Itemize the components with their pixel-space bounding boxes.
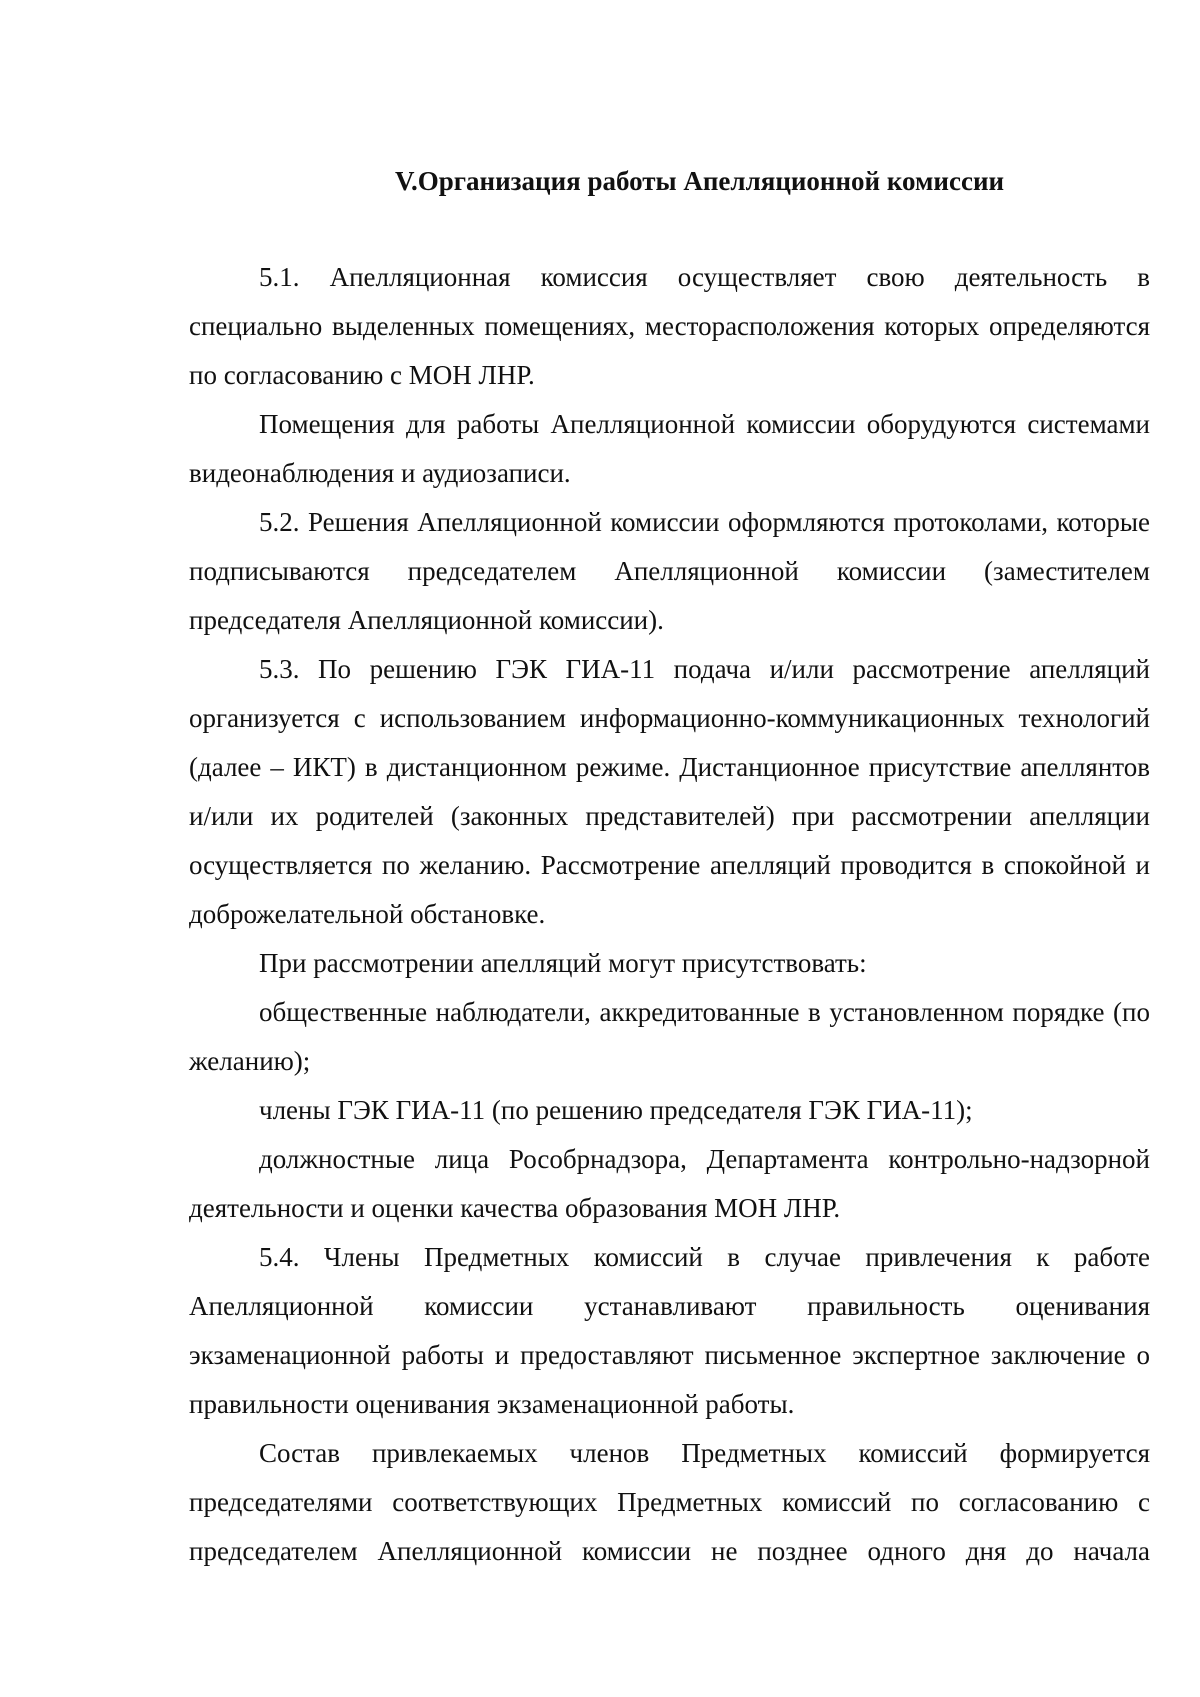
paragraph-5-1: 5.1. Апелляционная комиссия осуществляет свою деятельность в специально выделенных помещениях, месторасположения которых определяются по согласованию с МОН ЛНР. <box>189 262 1150 390</box>
paragraph-premises: Помещения для работы Апелляционной комиссии оборудуются системами видеонаблюдения и аудиозаписи. <box>189 409 1150 488</box>
paragraph-5-4: 5.4. Члены Предметных комиссий в случае привлечения к работе Апелляционной комиссии устанавливают правильность оценивания экзаменационной работы и предоставляют письменное экспертное заключение о правильности оценивания экзаменационной работы. <box>189 1242 1150 1419</box>
section-heading: V.Организация работы Апелляционной комиссии <box>395 166 1005 196</box>
body-text <box>189 253 1150 1576</box>
paragraph-5-3: 5.3. По решению ГЭК ГИА-11 подача и/или рассмотрение апелляций организуется с использованием информационно-коммуникационных технологий (далее – ИКТ) в дистанционном режиме. Дистанционное присутствие апеллянтов и/или их родителей (законных представителей) при рассмотрении апелляции осуществляется по желанию. Рассмотрение апелляций проводится в спокойной и доброжелательной обстановке. <box>189 654 1150 929</box>
paragraph-attendees-intro: При рассмотрении апелляций могут присутствовать: <box>259 948 867 978</box>
paragraph-5-2: 5.2. Решения Апелляционной комиссии оформляются протоколами, которые подписываются председателем Апелляционной комиссии (заместителем председателя Апелляционной комиссии). <box>189 507 1150 635</box>
paragraph-observers: общественные наблюдатели, аккредитованные в установленном порядке (по желанию); <box>189 997 1150 1076</box>
paragraph-composition: Состав привлекаемых членов Предметных комиссий формируется председателями соответствующих Предметных комиссий по согласованию с председателем Апелляционной комиссии не позднее одного дня до начала <box>189 1438 1150 1566</box>
paragraph-officials: должностные лица Рособрнадзора, Департамента контрольно-надзорной деятельности и оценки качества образования МОН ЛНР. <box>189 1144 1150 1223</box>
paragraph-gek-members: члены ГЭК ГИА-11 (по решению председателя ГЭК ГИА-11); <box>259 1095 973 1125</box>
